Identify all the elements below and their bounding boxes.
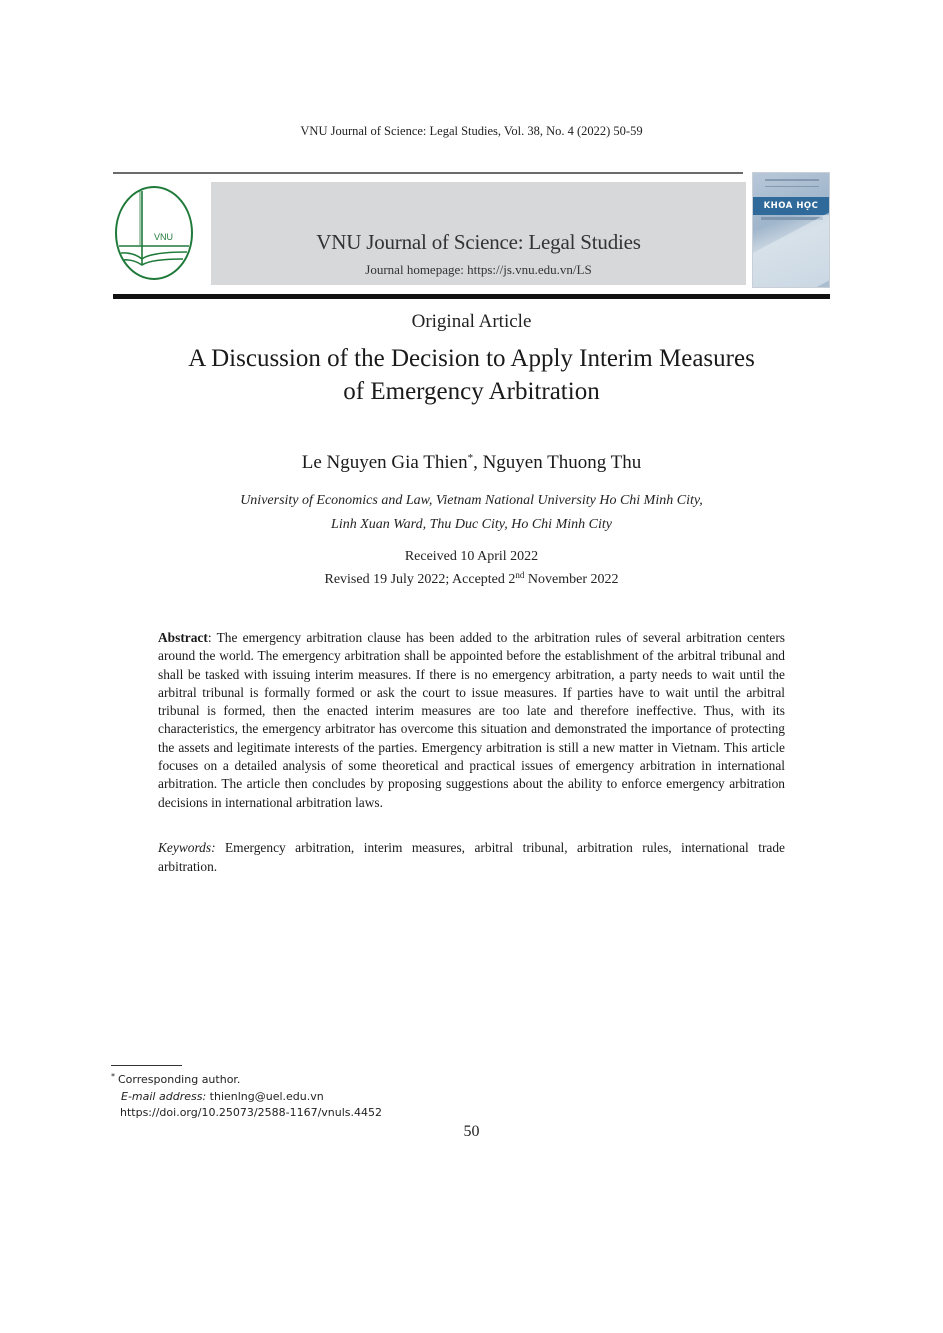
author-2: Nguyen Thuong Thu [482, 452, 642, 473]
article-type: Original Article [411, 311, 532, 332]
email-label: E-mail address: [121, 1090, 207, 1103]
ordinal-suffix: nd [515, 570, 525, 580]
author-list [0, 452, 943, 474]
journal-cover-thumbnail [752, 172, 830, 288]
keywords [158, 838, 785, 876]
article-dates [0, 547, 943, 589]
cover-header-lines [765, 179, 819, 187]
corresponding-mark: * [467, 452, 474, 464]
journal-banner [211, 182, 746, 285]
abstract-text: : The emergency arbitration clause has been added to the arbitration rules of several arbitration centers around the world. The emergency arbitration shall be appointed before the establishment of the arbitral tribunal and shall be tasked with issuing interim measures. If there is no emergency arbitration, a party needs to wait until the arbitral tribunal is formally formed or ask the court to issue measures. If parties have to wait until the arbitral tribunal is formed, then the enacted interim measures are too late and therefore ineffective. Thus, with its characteristics, the emergency arbitrator has overcome this situation and demonstrated the importance of protecting the assets and legitimate interests of the parties. Emergency arbitration is still a new matter in Vietnam. This article focuses on a detailed analysis of some theoretical and practical issues of emergency arbitration in international arbitration. The article then concludes by proposing suggestions about the ability to enforce emergency arbitration decisions in international arbitration laws. [158, 630, 785, 810]
keywords-label: Keywords: [158, 840, 216, 855]
revised-text: Revised 19 July 2022; Accepted 2 [324, 572, 516, 587]
masthead-top-rule [113, 172, 743, 174]
vnu-logo-icon [113, 183, 195, 283]
footnote-rule [111, 1065, 182, 1066]
keywords-text: Emergency arbitration, interim measures, arbitral tribunal, arbitration rules, international trade arbitration. [158, 840, 785, 874]
abstract [158, 629, 785, 812]
corresponding-author-note: Corresponding author. [118, 1073, 241, 1086]
footnote-star: * [111, 1072, 115, 1081]
accepted-text: November 2022 [524, 572, 619, 587]
affiliation-line-1: University of Economics and Law, Vietnam National University Ho Chi Minh City, [240, 493, 703, 508]
journal-masthead [113, 170, 830, 300]
doi-link[interactable]: https://doi.org/10.25073/2588-1167/vnuls.4452 [120, 1106, 383, 1119]
page-number: 50 [463, 1123, 480, 1140]
affiliation-line-2: Linh Xuan Ward, Thu Duc City, Ho Chi Minh City [331, 517, 612, 532]
running-head: VNU Journal of Science: Legal Studies, Vol. 38, No. 4 (2022) 50-59 [300, 124, 643, 138]
author-1: Le Nguyen Gia Thien [301, 452, 468, 473]
masthead-bottom-rule [113, 294, 830, 299]
footnote [111, 1068, 324, 1105]
title-line-2: of Emergency Arbitration [343, 378, 600, 405]
author-separator: , [473, 452, 483, 473]
affiliation [0, 489, 943, 537]
cover-title: KHOA HỌC [753, 197, 829, 215]
email-link[interactable]: thienlng@uel.edu.vn [206, 1090, 324, 1103]
revised-accepted-date [0, 566, 943, 589]
journal-homepage: Journal homepage: https://js.vnu.edu.vn/LS [365, 262, 592, 277]
title-line-1: A Discussion of the Decision to Apply Interim Measures [188, 345, 755, 372]
abstract-label: Abstract [158, 630, 208, 645]
article-title [0, 342, 943, 408]
received-date: Received 10 April 2022 [404, 549, 539, 564]
journal-title: VNU Journal of Science: Legal Studies [316, 230, 641, 254]
logo-text: VNU [154, 232, 174, 242]
